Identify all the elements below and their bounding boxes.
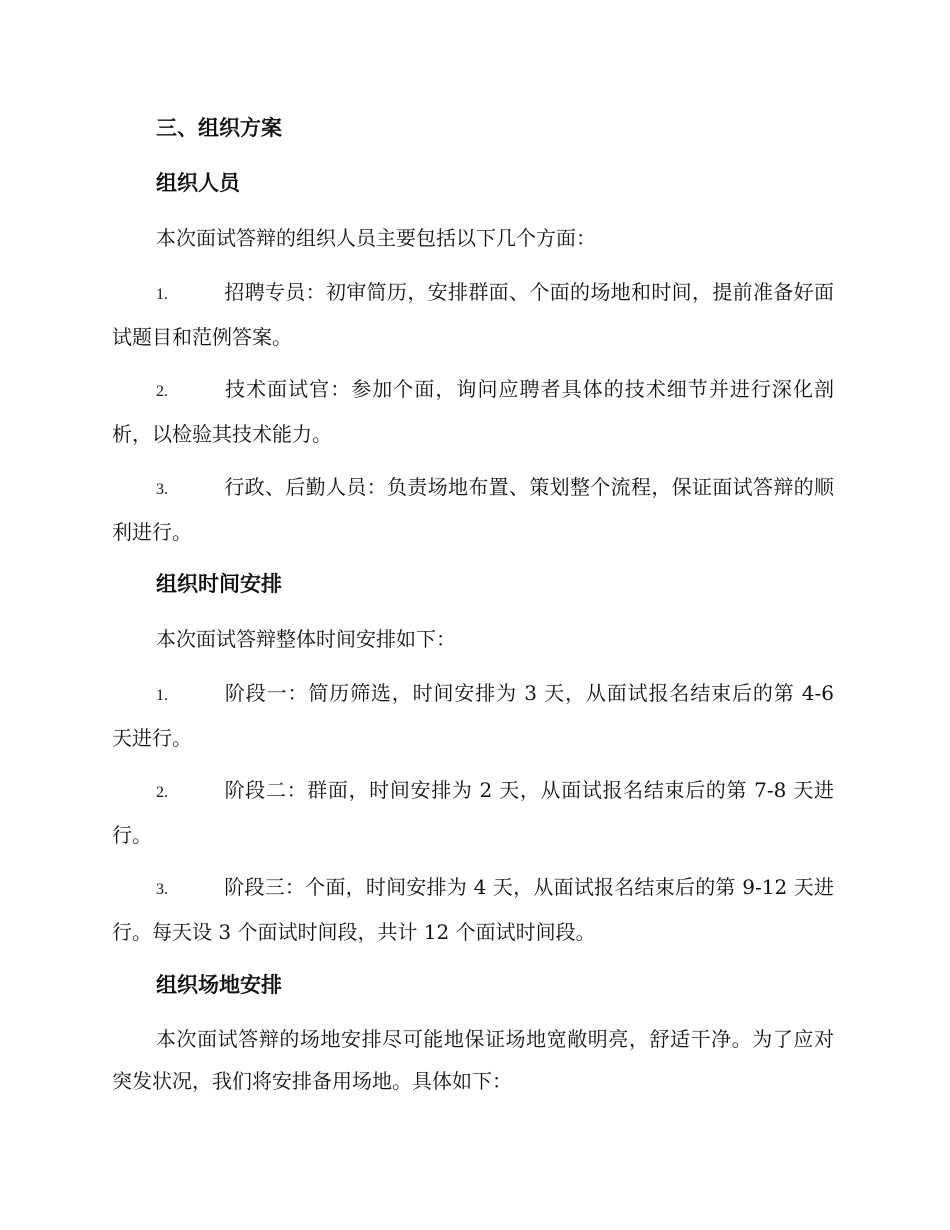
list-item-text: 阶段一：简历筛选，时间安排为 3 天，从面试报名结束后的第 4-6 天进行。 bbox=[112, 681, 834, 750]
list-item-text: 行政、后勤人员：负责场地布置、策划整个流程，保证面试答辩的顺利进行。 bbox=[112, 475, 834, 544]
list-item-text: 阶段三：个面，时间安排为 4 天，从面试报名结束后的第 9-12 天进行。每天设 3 个面试时间段，共计 12 个面试时间段。 bbox=[112, 875, 834, 944]
paragraph-org-time-intro: 本次面试答辩整体时间安排如下： bbox=[156, 627, 456, 651]
heading-org-time: 组织时间安排 bbox=[156, 572, 282, 596]
list-item bbox=[112, 769, 834, 856]
list-number: 3. bbox=[156, 481, 168, 498]
list-item bbox=[112, 866, 834, 953]
list-number: 2. bbox=[156, 383, 168, 400]
section-title: 三、组织方案 bbox=[156, 116, 282, 140]
list-item bbox=[112, 271, 834, 358]
paragraph-org-people-intro: 本次面试答辩的组织人员主要包括以下几个方面： bbox=[156, 226, 596, 250]
list-item bbox=[112, 368, 834, 455]
heading-org-people: 组织人员 bbox=[156, 171, 240, 195]
list-number: 2. bbox=[156, 784, 168, 801]
list-number: 1. bbox=[156, 687, 168, 704]
list-item bbox=[112, 672, 834, 759]
list-number: 3. bbox=[156, 881, 168, 898]
paragraph-org-venue-intro: 本次面试答辩的场地安排尽可能地保证场地宽敞明亮，舒适干净。为了应对突发状况，我们将安排备用场地。具体如下： bbox=[112, 1027, 834, 1093]
list-number: 1. bbox=[156, 286, 168, 303]
list-item-text: 技术面试官：参加个面，询问应聘者具体的技术细节并进行深化剖析，以检验其技术能力。 bbox=[112, 377, 834, 446]
list-item bbox=[112, 466, 834, 553]
heading-org-venue: 组织场地安排 bbox=[156, 973, 282, 997]
list-item-text: 招聘专员：初审简历，安排群面、个面的场地和时间，提前准备好面试题目和范例答案。 bbox=[112, 280, 834, 349]
list-item-text: 阶段二：群面，时间安排为 2 天，从面试报名结束后的第 7-8 天进行。 bbox=[112, 778, 834, 847]
